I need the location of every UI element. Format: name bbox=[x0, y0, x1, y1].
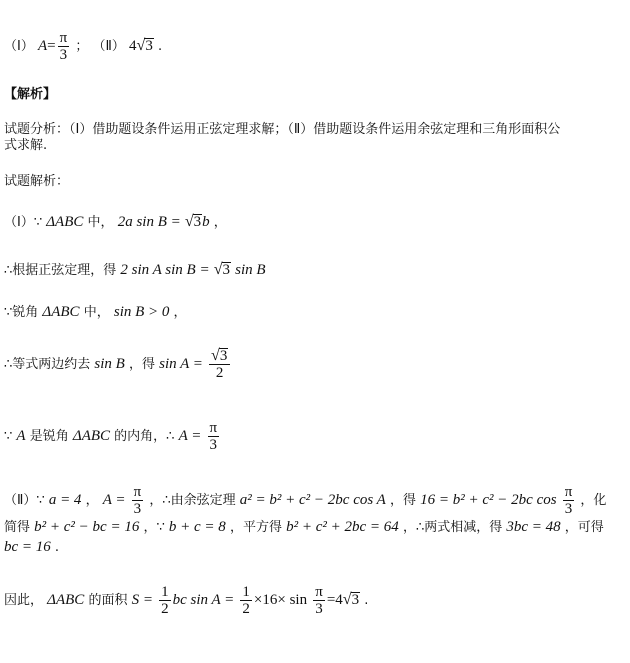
answer-line: （Ⅰ） A= $\frac{\pi}{3}$ ； （Ⅱ） 4√3 . bbox=[4, 30, 163, 63]
pi-over-3-fraction: $\frac{\pi}{3}$ bbox=[564, 484, 573, 517]
solution-step-4: ∴等式两边约去 sin B ，得 sin A = $\frac{√3}{2}$ bbox=[4, 348, 232, 381]
pi-over-3-fraction: $\frac{\pi}{3}$ bbox=[59, 30, 68, 63]
sqrt-symbol: √ bbox=[184, 213, 194, 230]
part2-line-1: （Ⅱ）∵ a = 4 ， A = $\frac{\pi}{3}$ ，∴由余弦定理 a² = b² + c² − 2bc cos A ，得 16 = b² + c² − 2bc cos $\frac{\pi}{3}$ ，化 bbox=[4, 484, 607, 517]
part1-label: （Ⅰ） bbox=[4, 39, 34, 54]
analysis-line-1: 试题分析：（Ⅰ）借助题设条件运用正弦定理求解；（Ⅱ）借助题设条件运用余弦定理和三角形面积公 bbox=[4, 122, 561, 137]
one-half-fraction: $\frac{1}{2}$ bbox=[242, 584, 250, 617]
sqrt-symbol: √ bbox=[342, 591, 352, 608]
pi-over-3-fraction: $\frac{\pi}{3}$ bbox=[133, 484, 142, 517]
solution-step-2: ∴根据正弦定理，得 2 sin A sin B = √3 sin B bbox=[4, 261, 266, 278]
part2-line-3: bc = 16 . bbox=[4, 539, 60, 555]
part2-label: （Ⅱ） bbox=[92, 39, 125, 54]
analysis-line-2: 式求解. bbox=[4, 138, 48, 153]
one-half-fraction: $\frac{1}{2}$ bbox=[161, 584, 169, 617]
part2-line-2: 简得 b² + c² − bc = 16 ，∵ b + c = 8 ，平方得 b² + c² + 2bc = 64 ，∴两式相减，得 3bc = 48 ，可得 bbox=[4, 519, 604, 535]
pi-over-3-fraction: $\frac{\pi}{3}$ bbox=[209, 420, 218, 453]
sqrt-symbol: √ bbox=[136, 37, 146, 54]
solution-step-3: ∵锐角 ΔABC 中， sin B > 0 ， bbox=[4, 304, 187, 320]
solution-step-5: ∵ A 是锐角 ΔABC 的内角，∴ A = $\frac{\pi}{3}$ bbox=[4, 420, 218, 453]
pi-over-3-fraction: $\frac{\pi}{3}$ bbox=[315, 584, 323, 617]
solution-title: 试题解析： bbox=[4, 174, 70, 189]
section-title: 【解析】 bbox=[4, 87, 57, 102]
sqrt-symbol: √ bbox=[213, 261, 223, 278]
solution-step-1: （Ⅰ）∵ ΔABC 中， 2a sin B = √3b ， bbox=[4, 213, 227, 230]
sqrt3-over-2-fraction: $\frac{√3}{2}$ bbox=[209, 348, 230, 381]
final-line: 因此， ΔABC 的面积 S = $\frac{1}{2}$ bc sin A = $\frac{1}{2}$ ×16× sin $\frac{\pi}{3}$ =4√3 . bbox=[4, 584, 369, 617]
